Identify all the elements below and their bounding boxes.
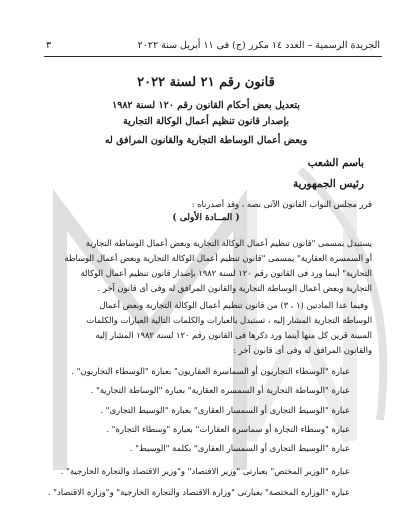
replacement-item: عبارة "الوسيط التجارى أو السمسار العقارى" بعبارة "الوسيط التجارى" . [100,405,350,415]
header-divider [44,56,382,57]
replacement-item: عبارة "الوزارة المختصة" بعبارتى "وزارة الاقتصاد والتجارة الخارجية" و"وزارة الاقتصاد" . [47,487,350,497]
president-heading: رئيس الجمهورية [292,178,364,190]
replacement-item: عبارة "الوساطة التجارية أو السمسرة العقارية" بعبارة "الوساطة التجارية" . [90,385,350,395]
replacement-item: عبارة "وسطاء التجارة أو سماسرة العقارات" بعبارة "وسطاء التجارة" . [106,424,350,434]
in-the-name-heading: باسم الشعب [307,157,364,169]
law-subtitle-3: وبعض أعمال الوساطة التجارية والقانون المرافق له [104,135,308,146]
gazette-issue-line: الجريدة الرسمية – العدد ١٤ مكرر (ج) فى ١١ أبريل سنة ٢٠٢٢ [137,40,380,51]
article-line: الوساطة التجارية المشار إليه ، تستبدل بالعبارات والكلمات التالية العبارات والكلمات [86,315,372,325]
decree-line: قرر مجلس النواب القانون الآتى نصه ، وقد أصدرناه : [191,199,372,209]
article-line: التجارية" أينما ورد فى القانون رقم ١٢٠ لسنة ١٩٨٢ بإصدار قانون تنظيم أعمال الوكالة [80,268,372,278]
article-line: أو السمسرة العقارية" بمسمى "قانون تنظيم أعمال الوكالة التجارية وبعض أعمال الوساطة [64,253,372,263]
law-subtitle-1: بتعديل بعض أحكام القانون رقم ١٢٠ لسنة ١٩٨٢ [112,100,300,111]
article-1-heading: ( المــادة الأولى ) [172,213,240,223]
replacement-item: عبارة "الوزير المختص" بعبارتى "وزير الاقتصاد" و"وزير الاقتصاد والتجارة الخارجية" . [60,466,350,476]
article-line: والقانون المرافق له وفى أى قانون آخر : [233,345,372,355]
law-subtitle-2: بإصدار قانون تنظيم أعمال الوكالة التجارية [122,116,289,127]
replacement-item: عبارة "الوسطاء التجاريون أو السماسرة العقاريون" بعبارة "الوسطاء التجاريون" . [71,366,350,376]
article-line: المبينة قرين كل منها أينما ورد ذكرها فى القانون رقم ١٢٠ لسنة ١٩٨٢ المشار إليه [95,330,372,340]
law-title: قانون رقم ٢١ لسنة ٢٠٢٢ [137,75,275,90]
article-line: وفيما عدا المادتين (١ ، ٣) من قانون تنظيم أعمال الوكالة التجارية وبعض أعمال [99,300,368,310]
article-line: يستبدل بمسمى "قانون تنظيم أعمال الوكالة التجارية وبعض أعمال الوساطة التجارية [85,238,372,248]
article-line: التجارية وبعض أعمال الوساطة التجارية والقانون المرافق له وفى أى قانون آخر . [97,283,372,293]
page-number: ٣ [46,40,52,51]
replacement-item: عبارة "الوسيط التجارى أو السمسار العقارى" بكلمة "الوسيط" . [129,443,350,453]
